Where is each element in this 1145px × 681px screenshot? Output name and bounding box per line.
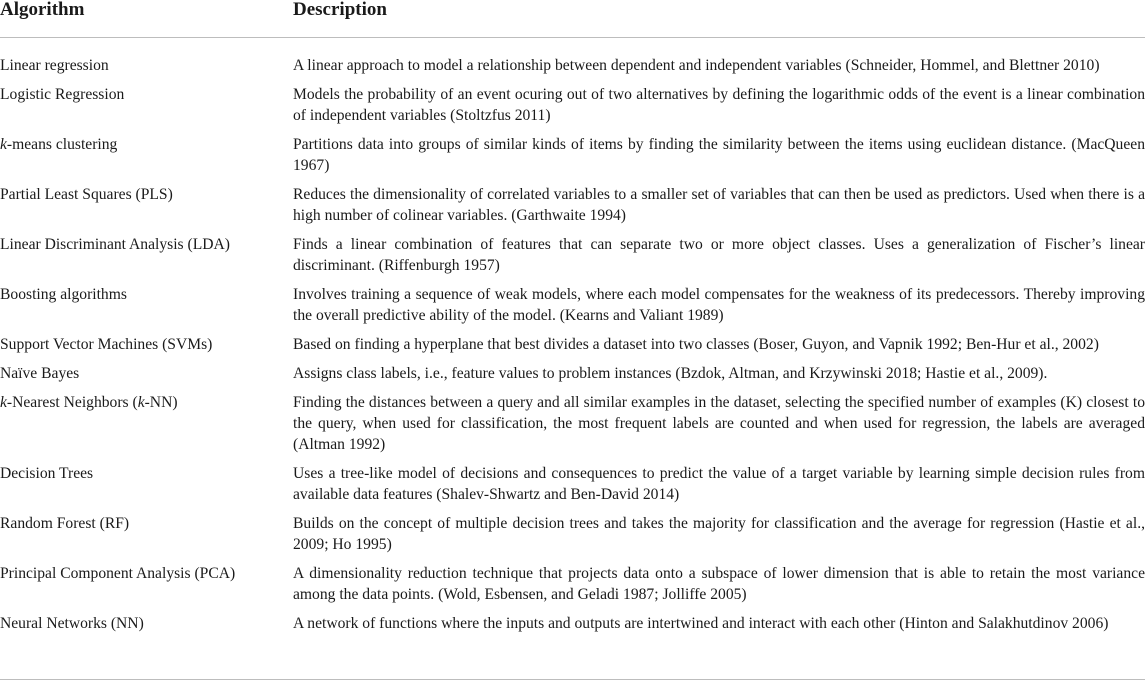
description-cell: Involves training a sequence of weak models, where each model compensates for the weakness of its predecessors. Thereby improving the overall predictive ability of the model. (Kearns and Valiant 1989) — [293, 286, 1145, 324]
description-cell: A dimensionality reduction technique that projects data onto a subspace of lower dimension that is able to retain the most variance among the data points. (Wold, Esbensen, and Geladi 1987; Jolliffe 2005) — [293, 565, 1145, 603]
table-row — [0, 613, 1145, 642]
algorithm-cell — [0, 392, 293, 463]
algorithm-cell — [0, 134, 293, 184]
table-row — [0, 463, 1145, 513]
description-cell: Assigns class labels, i.e., feature values to problem instances (Bzdok, Altman, and Krzywinski 2018; Hastie et al., 2009). — [293, 365, 1048, 382]
description-cell: Based on finding a hyperplane that best divides a dataset into two classes (Boser, Guyon, and Vapnik 1992; Ben-Hur et al., 2002) — [293, 336, 1099, 353]
algorithm-italic-k: k — [0, 394, 7, 411]
algorithm-cell: Neural Networks (NN) — [0, 615, 144, 632]
algorithm-cell: Partial Least Squares (PLS) — [0, 186, 173, 203]
table-row — [0, 184, 1145, 234]
algorithm-column-header: Algorithm — [0, 0, 293, 38]
table-row — [0, 38, 1145, 85]
table-row — [0, 234, 1145, 284]
table-row — [0, 134, 1145, 184]
description-cell: Reduces the dimensionality of correlated variables to a smaller set of variables that can then be used as predictors. Used when there is a high number of colinear variables. (Garthwaite 1994) — [293, 186, 1145, 224]
description-cell: Finding the distances between a query and all similar examples in the dataset, selecting the specified number of examples (K) closest to the query, when used for classification, the most frequent labels are counted and when used for regression, the labels are averaged (Altman 1992) — [293, 394, 1145, 453]
description-cell: Models the probability of an event ocuring out of two alternatives by defining the logarithmic odds of the event is a linear combination of independent variables (Stoltzfus 2011) — [293, 86, 1145, 124]
algorithm-cell: Principal Component Analysis (PCA) — [0, 565, 236, 582]
table-row — [0, 84, 1145, 134]
table-bottom-rule — [0, 679, 1145, 680]
description-cell: A network of functions where the inputs and outputs are intertwined and interact with each other (Hinton and Salakhutdinov 2006) — [293, 615, 1109, 632]
table-row — [0, 392, 1145, 463]
algorithm-cell: Logistic Regression — [0, 86, 125, 103]
description-cell: Finds a linear combination of features that can separate two or more object classes. Uses a generalization of Fischer’s linear discriminant. (Riffenburgh 1957) — [293, 236, 1145, 274]
description-column-header: Description — [293, 0, 1145, 38]
table-row — [0, 334, 1145, 363]
algorithm-name-mid: -Nearest Neighbors ( — [6, 394, 138, 411]
table-row — [0, 513, 1145, 563]
description-cell: Partitions data into groups of similar kinds of items by finding the similarity between the items using euclidean distance. (MacQueen 1967) — [293, 136, 1145, 174]
algorithm-cell: Decision Trees — [0, 465, 94, 482]
table-header-row — [0, 0, 1145, 38]
algorithm-cell: Linear regression — [0, 57, 109, 74]
table-row — [0, 363, 1145, 392]
algorithm-cell: Naïve Bayes — [0, 365, 80, 382]
algorithm-cell: Linear Discriminant Analysis (LDA) — [0, 236, 230, 253]
algorithm-name-rest: -means clustering — [6, 136, 118, 153]
algorithm-cell: Boosting algorithms — [0, 286, 127, 303]
algorithm-name-end: -NN) — [144, 394, 178, 411]
algorithm-italic-k: k — [0, 136, 7, 153]
description-cell: A linear approach to model a relationship between dependent and independent variables (Schneider, Hommel, and Blettner 2010) — [293, 57, 1100, 74]
table-row — [0, 284, 1145, 334]
algorithm-cell: Support Vector Machines (SVMs) — [0, 336, 213, 353]
algorithm-italic-k-2: k — [137, 394, 145, 411]
description-cell: Uses a tree-like model of decisions and consequences to predict the value of a target variable by learning simple decision rules from available data features (Shalev-Shwartz and Ben-David 2014) — [293, 465, 1145, 503]
algorithm-cell: Random Forest (RF) — [0, 515, 130, 532]
table-row — [0, 563, 1145, 613]
description-cell: Builds on the concept of multiple decision trees and takes the majority for classification and the average for regression (Hastie et al., 2009; Ho 1995) — [293, 515, 1145, 553]
